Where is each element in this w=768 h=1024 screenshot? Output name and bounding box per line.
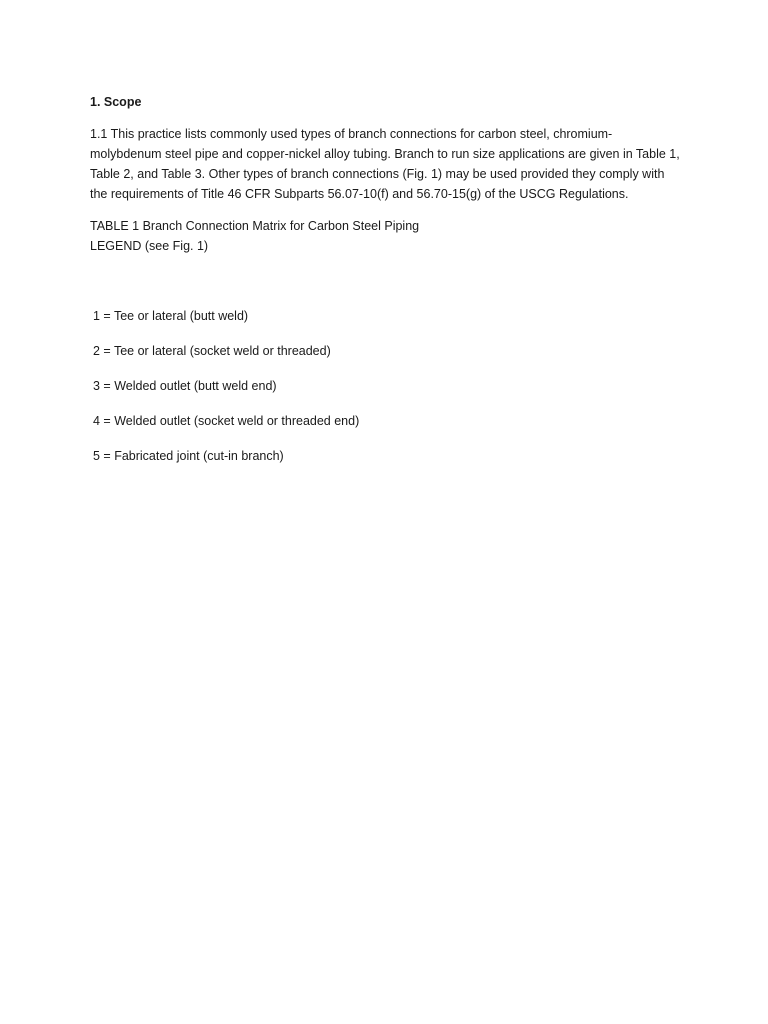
legend-item-3: 3 = Welded outlet (butt weld end) xyxy=(93,379,277,393)
legend-list xyxy=(93,306,690,466)
legend-item-1: 1 = Tee or lateral (butt weld) xyxy=(93,309,249,323)
scope-paragraph: 1.1 This practice lists commonly used types of branch connections for carbon steel, chromium-molybdenum steel pipe and copper-nickel alloy tubing. Branch to run size applications are given in Table 1, Table 2, and Table 3. Other types of branch connections (Fig. 1) may be used provided they comply with the requirements of Title 46 CFR Subparts 56.07-10(f) and 56.70-15(g) of the USCG Regulations. xyxy=(90,127,680,201)
legend-item-4: 4 = Welded outlet (socket weld or threaded end) xyxy=(93,414,360,428)
legend-item-5: 5 = Fabricated joint (cut-in branch) xyxy=(93,449,284,463)
document-page xyxy=(90,92,690,481)
legend-item-2: 2 = Tee or lateral (socket weld or threaded) xyxy=(93,344,331,358)
legend-title: LEGEND (see Fig. 1) xyxy=(90,239,209,253)
table-caption: TABLE 1 Branch Connection Matrix for Carbon Steel Piping xyxy=(90,219,420,233)
section-heading: 1. Scope xyxy=(90,95,142,109)
